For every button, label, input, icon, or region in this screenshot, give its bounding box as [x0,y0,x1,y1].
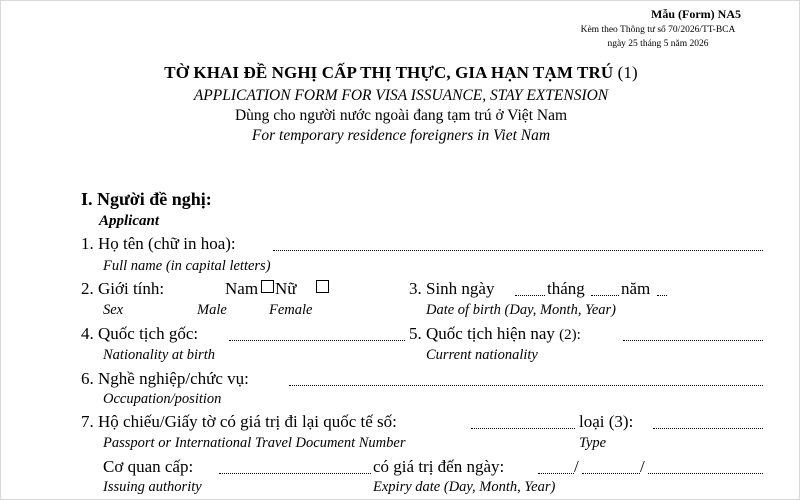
expiry-label-en: Expiry date (Day, Month, Year) [373,479,556,495]
dob-year-field[interactable] [657,294,667,296]
passport-number-field[interactable] [471,427,575,429]
section-heading: I. Người đề nghị: [81,189,212,209]
female-checkbox[interactable] [316,280,329,293]
dob-day-field[interactable] [515,294,545,296]
nat-current-field[interactable] [623,339,763,341]
occupation-label: 6. Nghề nghiệp/chức vụ: [81,369,249,388]
form-title [1,63,800,83]
passport-label: 7. Hộ chiếu/Giấy tờ có giá trị đi lại quốc tế số: [81,412,397,431]
expiry-sep-1: / [574,457,579,476]
nat-birth-label-en: Nationality at birth [103,347,215,363]
expiry-year-field[interactable] [648,472,763,474]
circular-reference: Kèm theo Thông tư số 70/2026/TT-BCA [580,25,736,35]
usage-note-vi: Dùng cho người nước ngoài đang tạm trú ở Việt Nam [234,107,568,124]
authority-label: Cơ quan cấp: [103,457,194,476]
dob-month-label: tháng [547,279,585,298]
male-checkbox[interactable] [261,280,274,293]
nat-current-label [409,324,581,344]
gender-label-en: Sex [103,302,124,318]
expiry-sep-2: / [640,457,645,476]
nat-current-label-en: Current nationality [426,347,538,363]
passport-type-label: loại (3): [579,412,634,431]
section-heading-en: Applicant [99,213,160,229]
form-title-en: APPLICATION FORM FOR VISA ISSUANCE, STAY EXTENSION [193,87,609,104]
nat-birth-field[interactable] [229,339,405,341]
authority-field[interactable] [219,472,371,474]
nat-current-label-text: 5. Quốc tịch hiện nay [409,324,555,343]
name-field[interactable] [273,249,763,251]
name-label: 1. Họ tên (chữ in hoa): [81,234,236,253]
dob-label-en: Date of birth (Day, Month, Year) [426,302,616,318]
passport-type-en: Type [579,435,607,451]
expiry-month-field[interactable] [582,472,640,474]
gender-female-en: Female [269,302,313,318]
gender-female-label: Nữ [275,279,297,298]
usage-note-en: For temporary residence foreigners in Viet Nam [251,127,551,144]
nat-birth-label: 4. Quốc tịch gốc: [81,324,199,343]
gender-male-en: Male [197,302,227,318]
name-label-en: Full name (in capital letters) [103,258,271,274]
expiry-label: có giá trị đến ngày: [373,457,505,476]
occupation-label-en: Occupation/position [103,391,222,407]
dob-label: 3. Sinh ngày [409,279,495,298]
dob-month-field[interactable] [591,294,619,296]
form-title-ref: (1) [617,63,638,82]
gender-label: 2. Giới tính: [81,279,165,298]
passport-type-field[interactable] [653,427,763,429]
passport-label-en: Passport or International Travel Document Number [103,435,406,451]
expiry-day-field[interactable] [538,472,574,474]
form-title-vi: TỜ KHAI ĐỀ NGHỊ CẤP THỊ THỰC, GIA HẠN TẠM TRÚ [164,63,614,82]
occupation-field[interactable] [289,384,763,386]
authority-label-en: Issuing authority [103,479,202,495]
nat-current-ref: (2): [559,327,581,343]
gender-male-label: Nam [225,279,259,298]
circular-date: ngày 25 tháng 5 năm 2026 [607,39,709,49]
form-number: Mẫu (Form) NA5 [651,7,741,21]
dob-year-label: năm [621,279,651,298]
